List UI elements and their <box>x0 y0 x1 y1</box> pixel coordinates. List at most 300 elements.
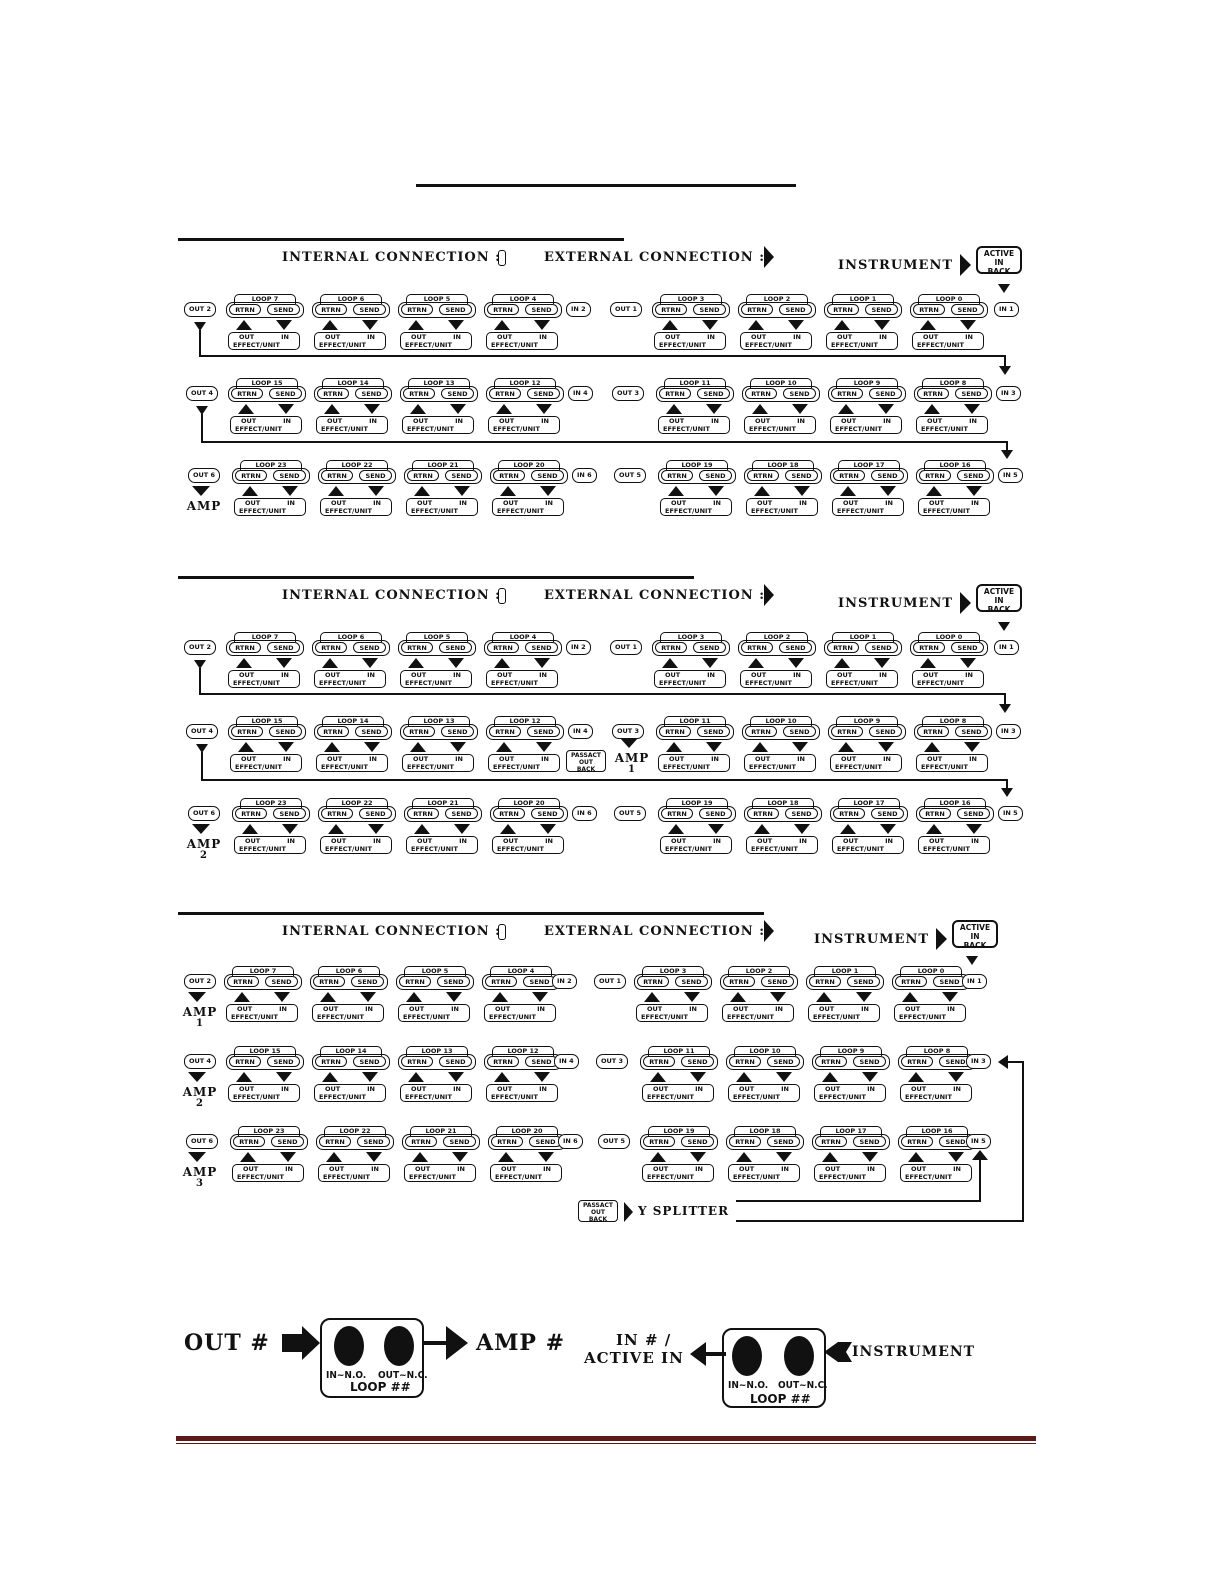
send-jack[interactable]: SEND <box>699 470 732 481</box>
rtrn-jack[interactable]: RTRN <box>315 642 347 653</box>
rtrn-jack[interactable]: RTRN <box>317 388 349 399</box>
rtrn-jack[interactable]: RTRN <box>655 642 687 653</box>
send-jack[interactable]: SEND <box>955 388 988 399</box>
loop-jacks <box>316 1134 394 1150</box>
instrument-arrow-icon <box>960 592 971 614</box>
effect-unit-box <box>230 754 302 772</box>
send-jack[interactable]: SEND <box>853 1056 886 1067</box>
loop-name: LOOP 10 <box>734 1046 796 1056</box>
port-out5[interactable]: OUT 5 <box>614 806 646 821</box>
rtrn-jack[interactable]: RTRN <box>895 976 927 987</box>
send-jack[interactable]: SEND <box>531 470 564 481</box>
send-jack[interactable]: SEND <box>355 726 388 737</box>
rtrn-jack[interactable]: RTRN <box>231 388 263 399</box>
rtrn-jack[interactable]: RTRN <box>747 808 779 819</box>
send-jack[interactable]: SEND <box>353 304 386 315</box>
send-jack[interactable]: SEND <box>675 976 708 987</box>
effect-unit-io-row <box>231 1005 293 1013</box>
rtrn-jack[interactable]: RTRN <box>229 304 261 315</box>
up-arrow-icon <box>662 658 678 668</box>
rtrn-jack[interactable]: RTRN <box>489 726 521 737</box>
port-out2[interactable]: OUT 2 <box>184 640 216 655</box>
down-arrow-icon <box>534 320 550 330</box>
effect-unit-io-row <box>233 671 295 679</box>
rtrn-jack[interactable]: RTRN <box>901 1056 933 1067</box>
send-jack[interactable]: SEND <box>273 808 306 819</box>
in-label: IN <box>373 837 381 845</box>
effect-unit-io-row <box>647 1085 709 1093</box>
loop-module <box>914 378 992 436</box>
send-jack[interactable]: SEND <box>697 726 730 737</box>
rtrn-jack[interactable]: RTRN <box>729 1136 761 1147</box>
rtrn-jack[interactable]: RTRN <box>229 1056 261 1067</box>
send-jack[interactable]: SEND <box>681 1136 714 1147</box>
effect-unit-label: EFFECT/UNIT <box>749 763 796 771</box>
send-jack[interactable]: SEND <box>951 642 984 653</box>
loop-name: LOOP 19 <box>666 460 728 470</box>
rtrn-jack[interactable]: RTRN <box>815 1056 847 1067</box>
rtrn-jack[interactable]: RTRN <box>407 808 439 819</box>
port-out2[interactable]: OUT 2 <box>184 974 216 989</box>
loop-name: LOOP 14 <box>320 1046 382 1056</box>
loop-jacks <box>898 1054 976 1070</box>
internal-connection-label: INTERNAL CONNECTION : <box>282 588 501 603</box>
rtrn-jack[interactable]: RTRN <box>919 808 951 819</box>
effect-unit-io-row <box>403 1005 465 1013</box>
loop-module <box>226 294 304 352</box>
send-jack[interactable]: SEND <box>443 1136 476 1147</box>
effect-unit-label: EFFECT/UNIT <box>835 425 882 433</box>
out-label: OUT <box>751 671 767 679</box>
rtrn-jack[interactable]: RTRN <box>405 1136 437 1147</box>
send-jack[interactable]: SEND <box>783 726 816 737</box>
port-out1[interactable]: OUT 1 <box>610 640 642 655</box>
send-jack[interactable]: SEND <box>357 1136 390 1147</box>
port-in2[interactable]: IN 2 <box>566 302 591 317</box>
loop-name: LOOP 11 <box>664 378 726 388</box>
send-jack[interactable]: SEND <box>355 388 388 399</box>
active-in-back-box[interactable] <box>976 246 1022 274</box>
in-label: IN <box>965 333 973 341</box>
port-out4[interactable]: OUT 4 <box>186 724 218 739</box>
send-jack[interactable]: SEND <box>273 470 306 481</box>
effect-unit-box <box>492 836 564 854</box>
send-jack[interactable]: SEND <box>527 726 560 737</box>
loop-name: LOOP 19 <box>666 798 728 808</box>
send-jack[interactable]: SEND <box>525 642 558 653</box>
port-in1[interactable]: IN 1 <box>962 974 987 989</box>
rtrn-jack[interactable]: RTRN <box>227 976 259 987</box>
rtrn-jack[interactable]: RTRN <box>321 470 353 481</box>
up-arrow-icon <box>748 658 764 668</box>
send-jack[interactable]: SEND <box>693 642 726 653</box>
rtrn-jack[interactable]: RTRN <box>637 976 669 987</box>
send-jack[interactable]: SEND <box>785 470 818 481</box>
send-jack[interactable]: SEND <box>853 1136 886 1147</box>
send-jack[interactable]: SEND <box>437 976 470 987</box>
port-out1[interactable]: OUT 1 <box>610 302 642 317</box>
send-jack[interactable]: SEND <box>785 808 818 819</box>
loop-name: LOOP 9 <box>836 378 898 388</box>
effect-unit-label: EFFECT/UNIT <box>491 1093 538 1101</box>
rtrn-jack[interactable]: RTRN <box>493 808 525 819</box>
send-jack[interactable]: SEND <box>441 388 474 399</box>
up-arrow-icon <box>242 486 258 496</box>
in-label: IN <box>459 837 467 845</box>
loop-jacks <box>830 806 908 822</box>
loop-name: LOOP 23 <box>240 460 302 470</box>
passact-out-back-box[interactable] <box>578 1200 618 1222</box>
rtrn-jack[interactable]: RTRN <box>313 976 345 987</box>
effect-unit-label: EFFECT/UNIT <box>325 507 372 515</box>
down-arrow-icon <box>948 1072 964 1082</box>
loop-module <box>484 1046 562 1104</box>
rtrn-jack[interactable]: RTRN <box>315 1056 347 1067</box>
rtrn-jack[interactable]: RTRN <box>403 388 435 399</box>
loop-module <box>400 716 478 774</box>
in-label: IN <box>455 755 463 763</box>
send-jack[interactable]: SEND <box>957 470 990 481</box>
effect-unit-label: EFFECT/UNIT <box>403 1013 450 1021</box>
send-jack[interactable]: SEND <box>525 304 558 315</box>
instrument-label: INSTRUMENT <box>838 596 954 611</box>
rtrn-jack[interactable]: RTRN <box>729 1056 761 1067</box>
port-out6[interactable]: OUT 6 <box>188 468 220 483</box>
send-jack[interactable]: SEND <box>955 726 988 737</box>
rtrn-jack[interactable]: RTRN <box>815 1136 847 1147</box>
rtrn-jack[interactable]: RTRN <box>319 1136 351 1147</box>
rtrn-jack[interactable]: RTRN <box>919 470 951 481</box>
send-jack[interactable]: SEND <box>523 976 556 987</box>
send-jack[interactable]: SEND <box>439 642 472 653</box>
loop-jacks <box>914 724 992 740</box>
port-out1[interactable]: OUT 1 <box>594 974 626 989</box>
loop-name: LOOP 16 <box>924 460 986 470</box>
rtrn-jack[interactable]: RTRN <box>491 1136 523 1147</box>
rtrn-jack[interactable]: RTRN <box>235 470 267 481</box>
send-jack[interactable]: SEND <box>359 470 392 481</box>
rtrn-jack[interactable]: RTRN <box>917 388 949 399</box>
send-jack[interactable]: SEND <box>951 304 984 315</box>
send-jack[interactable]: SEND <box>779 642 812 653</box>
rtrn-jack[interactable]: RTRN <box>659 388 691 399</box>
down-arrow-icon <box>540 486 556 496</box>
effect-unit-io-row <box>745 333 807 341</box>
port-out2[interactable]: OUT 2 <box>184 302 216 317</box>
rtrn-jack[interactable]: RTRN <box>741 642 773 653</box>
port-in3[interactable]: IN 3 <box>996 724 1021 739</box>
rtrn-jack[interactable]: RTRN <box>403 726 435 737</box>
effect-unit-box <box>320 498 392 516</box>
effect-unit-io-row <box>899 1005 961 1013</box>
loop-module <box>744 460 822 518</box>
rtrn-jack[interactable]: RTRN <box>741 304 773 315</box>
rtrn-jack[interactable]: RTRN <box>661 808 693 819</box>
up-arrow-icon <box>408 1072 424 1082</box>
rtrn-jack[interactable]: RTRN <box>831 388 863 399</box>
send-jack[interactable]: SEND <box>353 642 386 653</box>
rtrn-jack[interactable]: RTRN <box>643 1136 675 1147</box>
send-jack[interactable]: SEND <box>767 1136 800 1147</box>
in-label: IN <box>947 1005 955 1013</box>
up-arrow-icon <box>840 824 856 834</box>
up-arrow-icon <box>838 404 854 414</box>
loop-jacks <box>744 468 822 484</box>
send-jack[interactable]: SEND <box>847 976 880 987</box>
rtrn-jack[interactable]: RTRN <box>659 726 691 737</box>
loop-name: LOOP 11 <box>664 716 726 726</box>
external-connection-label: EXTERNAL CONNECTION : <box>544 924 765 939</box>
send-jack[interactable]: SEND <box>353 1056 386 1067</box>
send-jack[interactable]: SEND <box>267 1056 300 1067</box>
rtrn-jack[interactable]: RTRN <box>643 1056 675 1067</box>
loop-name: LOOP 7 <box>232 966 294 976</box>
in-label: IN <box>867 1085 875 1093</box>
loop-name: LOOP 17 <box>838 798 900 808</box>
effect-unit-io-row <box>405 333 467 341</box>
amp-arrow-icon <box>188 992 206 1002</box>
rtrn-jack[interactable]: RTRN <box>493 470 525 481</box>
port-in2[interactable]: IN 2 <box>566 640 591 655</box>
port-in4[interactable]: IN 4 <box>568 386 593 401</box>
up-arrow-icon <box>840 486 856 496</box>
send-jack[interactable]: SEND <box>699 808 732 819</box>
loop-module <box>812 1046 890 1104</box>
passact-out-back-box[interactable] <box>566 750 606 772</box>
rtrn-jack[interactable]: RTRN <box>317 726 349 737</box>
up-arrow-icon <box>668 824 684 834</box>
send-jack[interactable]: SEND <box>267 642 300 653</box>
out-label: OUT <box>411 671 427 679</box>
down-arrow-icon <box>960 320 976 330</box>
send-jack[interactable]: SEND <box>779 304 812 315</box>
loop-module <box>812 1126 890 1184</box>
out-label: OUT <box>825 1085 841 1093</box>
port-in5[interactable]: IN 5 <box>966 1134 991 1149</box>
send-jack[interactable]: SEND <box>445 470 478 481</box>
amp-arrow-icon <box>620 738 638 748</box>
rtrn-jack[interactable]: RTRN <box>233 1136 265 1147</box>
loop-jacks <box>828 386 906 402</box>
send-jack[interactable]: SEND <box>871 808 904 819</box>
port-in2[interactable]: IN 2 <box>552 974 577 989</box>
send-jack[interactable]: SEND <box>269 388 302 399</box>
port-out5[interactable]: OUT 5 <box>614 468 646 483</box>
rtrn-jack[interactable]: RTRN <box>321 808 353 819</box>
legend-in-no-label: IN~N.O. <box>728 1380 769 1391</box>
send-jack[interactable]: SEND <box>871 470 904 481</box>
port-out4[interactable]: OUT 4 <box>186 386 218 401</box>
rtrn-jack[interactable]: RTRN <box>917 726 949 737</box>
in-label: IN <box>455 417 463 425</box>
in-label: IN <box>367 333 375 341</box>
rtrn-jack[interactable]: RTRN <box>655 304 687 315</box>
send-jack[interactable]: SEND <box>439 304 472 315</box>
send-jack[interactable]: SEND <box>693 304 726 315</box>
rtrn-jack[interactable]: RTRN <box>723 976 755 987</box>
effect-unit-label: EFFECT/UNIT <box>751 507 798 515</box>
effect-unit-io-row <box>325 499 387 507</box>
send-jack[interactable]: SEND <box>439 1056 472 1067</box>
rtrn-jack[interactable]: RTRN <box>913 642 945 653</box>
rtrn-jack[interactable]: RTRN <box>401 1056 433 1067</box>
loop-module <box>318 460 396 518</box>
port-in5[interactable]: IN 5 <box>998 468 1023 483</box>
down-arrow-icon <box>450 404 466 414</box>
rtrn-jack[interactable]: RTRN <box>901 1136 933 1147</box>
up-arrow-icon <box>320 992 336 1002</box>
up-arrow-icon <box>322 658 338 668</box>
send-jack[interactable]: SEND <box>351 976 384 987</box>
send-jack[interactable]: SEND <box>957 808 990 819</box>
out-label: OUT <box>653 1085 669 1093</box>
send-jack[interactable]: SEND <box>697 388 730 399</box>
effect-unit-label: EFFECT/UNIT <box>837 507 884 515</box>
effect-unit-label: EFFECT/UNIT <box>407 425 454 433</box>
legend-active-in-label: ACTIVE IN <box>584 1349 684 1367</box>
effect-unit-box <box>654 332 726 350</box>
rtrn-jack[interactable]: RTRN <box>487 304 519 315</box>
out-label: OUT <box>923 333 939 341</box>
send-jack[interactable]: SEND <box>933 976 966 987</box>
send-jack[interactable]: SEND <box>869 726 902 737</box>
send-jack[interactable]: SEND <box>767 1056 800 1067</box>
port-out3[interactable]: OUT 3 <box>612 724 644 739</box>
rtrn-jack[interactable]: RTRN <box>831 726 863 737</box>
port-out3[interactable]: OUT 3 <box>612 386 644 401</box>
rtrn-jack[interactable]: RTRN <box>809 976 841 987</box>
rtrn-jack[interactable]: RTRN <box>487 1056 519 1067</box>
rtrn-jack[interactable]: RTRN <box>235 808 267 819</box>
port-out6[interactable]: OUT 6 <box>188 806 220 821</box>
send-jack[interactable]: SEND <box>939 1056 972 1067</box>
rtrn-jack[interactable]: RTRN <box>833 470 865 481</box>
effect-unit-box <box>486 332 558 350</box>
rtrn-jack[interactable]: RTRN <box>745 726 777 737</box>
in-label: IN <box>373 499 381 507</box>
loop-module <box>916 798 994 856</box>
down-arrow-icon <box>862 1152 878 1162</box>
send-jack[interactable]: SEND <box>269 726 302 737</box>
effect-unit-box <box>488 416 560 434</box>
rtrn-jack[interactable]: RTRN <box>747 470 779 481</box>
down-arrow-icon <box>282 824 298 834</box>
port-out3[interactable]: OUT 3 <box>596 1054 628 1069</box>
out-label: OUT <box>409 1005 425 1013</box>
in-label: IN <box>369 755 377 763</box>
send-jack[interactable]: SEND <box>681 1056 714 1067</box>
send-jack[interactable]: SEND <box>265 976 298 987</box>
port-in6[interactable]: IN 6 <box>572 468 597 483</box>
send-jack[interactable]: SEND <box>865 642 898 653</box>
down-arrow-icon <box>448 658 464 668</box>
effect-unit-label: EFFECT/UNIT <box>917 679 964 687</box>
effect-unit-box <box>314 670 386 688</box>
port-in3[interactable]: IN 3 <box>996 386 1021 401</box>
rtrn-jack[interactable]: RTRN <box>401 642 433 653</box>
port-in6[interactable]: IN 6 <box>558 1134 583 1149</box>
port-in5[interactable]: IN 5 <box>998 806 1023 821</box>
effect-unit-io-row <box>491 671 553 679</box>
send-jack[interactable]: SEND <box>441 726 474 737</box>
effect-unit-box <box>912 332 984 350</box>
port-in1[interactable]: IN 1 <box>994 302 1019 317</box>
in-label: IN <box>287 837 295 845</box>
rtrn-jack[interactable]: RTRN <box>661 470 693 481</box>
send-jack[interactable]: SEND <box>761 976 794 987</box>
port-out5[interactable]: OUT 5 <box>598 1134 630 1149</box>
port-out4[interactable]: OUT 4 <box>184 1054 216 1069</box>
send-jack[interactable]: SEND <box>359 808 392 819</box>
in-label: IN <box>969 755 977 763</box>
loop-jacks <box>726 1134 804 1150</box>
loop-name: LOOP 0 <box>918 294 980 304</box>
rtrn-jack[interactable]: RTRN <box>489 388 521 399</box>
send-jack[interactable]: SEND <box>525 1056 558 1067</box>
effect-unit-io-row <box>325 837 387 845</box>
send-jack[interactable]: SEND <box>939 1136 972 1147</box>
rtrn-jack[interactable]: RTRN <box>407 470 439 481</box>
out-label: OUT <box>819 1005 835 1013</box>
send-jack[interactable]: SEND <box>869 388 902 399</box>
rtrn-jack[interactable]: RTRN <box>315 304 347 315</box>
rtrn-jack[interactable]: RTRN <box>833 808 865 819</box>
active-in-back-box[interactable] <box>976 584 1022 612</box>
send-jack[interactable]: SEND <box>271 1136 304 1147</box>
rtrn-jack[interactable]: RTRN <box>231 726 263 737</box>
send-jack[interactable]: SEND <box>267 304 300 315</box>
send-jack[interactable]: SEND <box>783 388 816 399</box>
up-arrow-icon <box>322 320 338 330</box>
rtrn-jack[interactable]: RTRN <box>827 304 859 315</box>
active-in-back-box[interactable] <box>952 920 998 948</box>
send-jack[interactable]: SEND <box>529 1136 562 1147</box>
port-in1[interactable]: IN 1 <box>994 640 1019 655</box>
amp-number: 3 <box>196 1178 204 1189</box>
out-label: OUT <box>325 333 341 341</box>
effect-unit-io-row <box>921 417 983 425</box>
port-out6[interactable]: OUT 6 <box>186 1134 218 1149</box>
rtrn-jack[interactable]: RTRN <box>485 976 517 987</box>
send-jack[interactable]: SEND <box>531 808 564 819</box>
rtrn-jack[interactable]: RTRN <box>913 304 945 315</box>
send-jack[interactable]: SEND <box>445 808 478 819</box>
port-in4[interactable]: IN 4 <box>554 1054 579 1069</box>
down-arrow-icon <box>874 658 890 668</box>
rtrn-jack[interactable]: RTRN <box>399 976 431 987</box>
amp-label <box>182 1086 218 1110</box>
down-arrow-icon <box>966 956 978 965</box>
loop-jacks <box>404 806 482 822</box>
effect-unit-label: EFFECT/UNIT <box>317 1013 364 1021</box>
legend-out-label: OUT # <box>184 1330 270 1356</box>
port-in6[interactable]: IN 6 <box>572 806 597 821</box>
instrument-label: INSTRUMENT <box>838 258 954 273</box>
send-jack[interactable]: SEND <box>865 304 898 315</box>
port-in4[interactable]: IN 4 <box>568 724 593 739</box>
loop-module <box>658 460 736 518</box>
port-in3[interactable]: IN 3 <box>966 1054 991 1069</box>
send-jack[interactable]: SEND <box>527 388 560 399</box>
rtrn-jack[interactable]: RTRN <box>487 642 519 653</box>
effect-unit-io-row <box>837 837 899 845</box>
rtrn-jack[interactable]: RTRN <box>827 642 859 653</box>
rtrn-jack[interactable]: RTRN <box>745 388 777 399</box>
rtrn-jack[interactable]: RTRN <box>229 642 261 653</box>
in-label: IN <box>281 333 289 341</box>
rtrn-jack[interactable]: RTRN <box>401 304 433 315</box>
effect-unit-io-row <box>831 333 893 341</box>
